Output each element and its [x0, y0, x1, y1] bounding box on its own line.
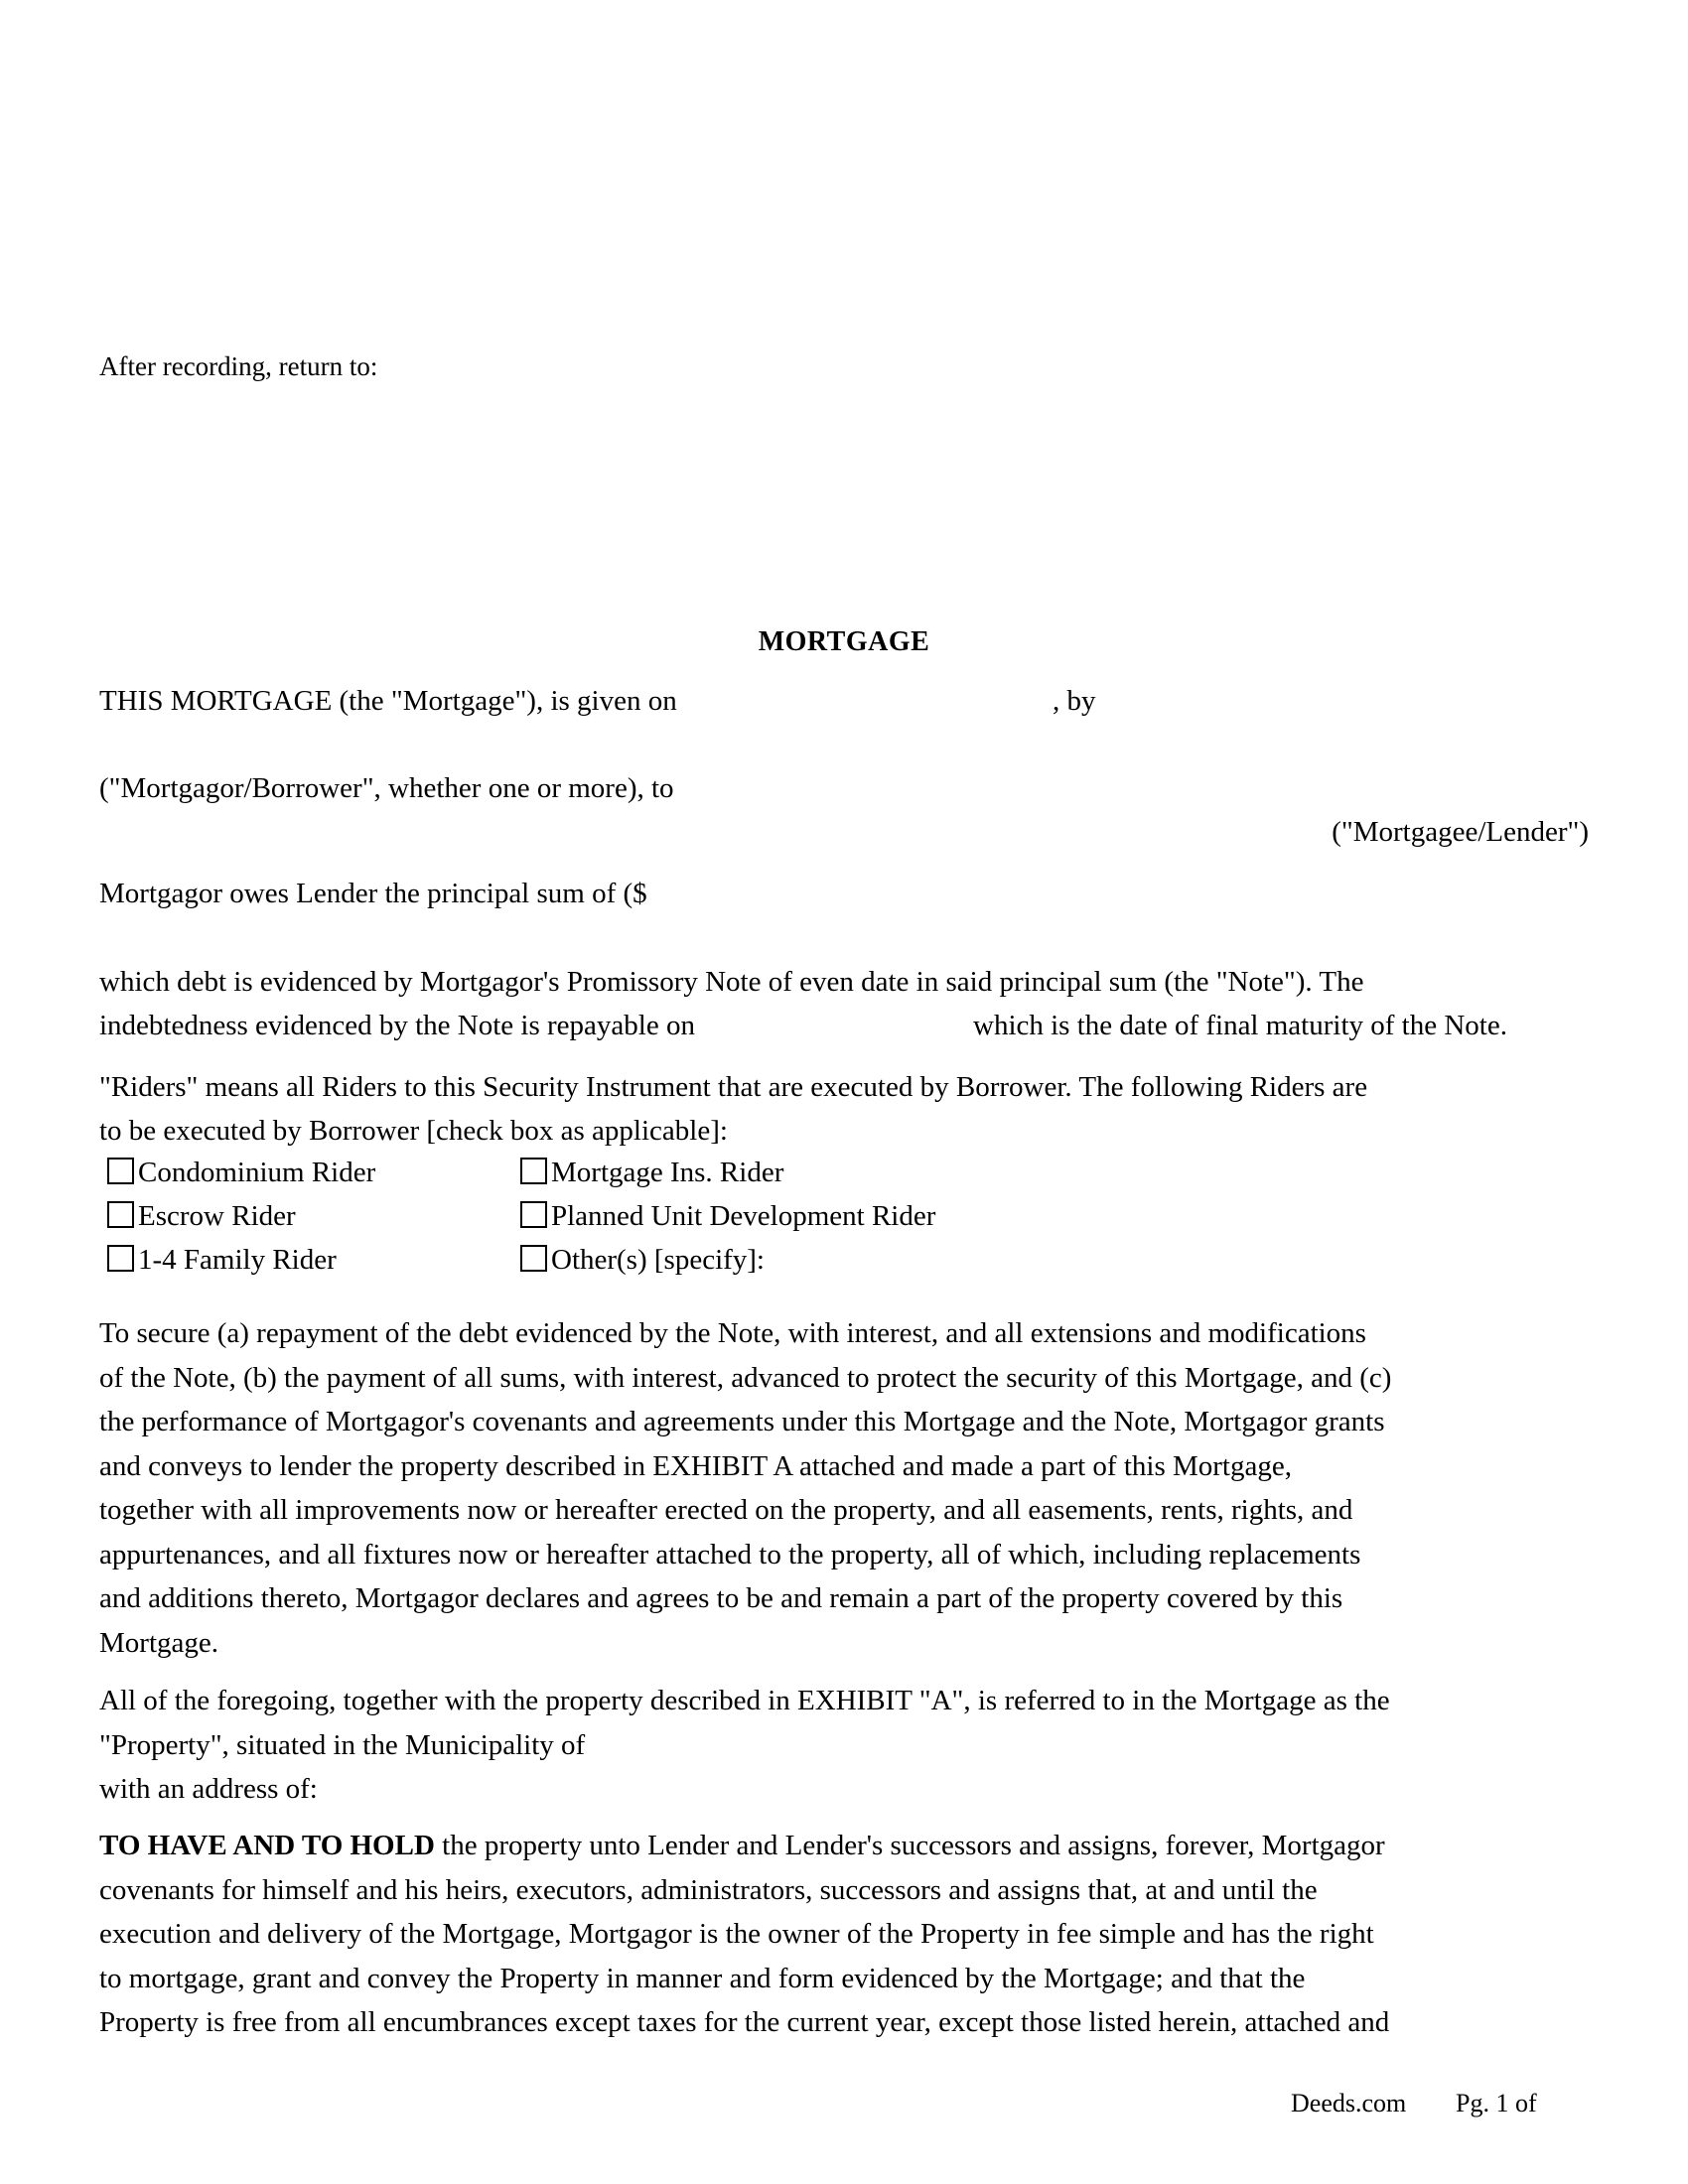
return-to-label: After recording, return to: [99, 351, 378, 381]
habendum-paragraph [99, 1824, 1589, 2045]
checkbox-other-rider[interactable] [520, 1245, 547, 1272]
riders-line-2: to be executed by Borrower [check box as applicable]: [99, 1115, 728, 1147]
rider-label: Mortgage Ins. Rider [551, 1157, 784, 1188]
rider-label: Planned Unit Development Rider [551, 1200, 936, 1232]
checkbox-escrow-rider[interactable] [107, 1201, 134, 1228]
note-paragraph-line-1: which debt is evidenced by Mortgagor's Promissory Note of even date in said principal sum (the "Note"). The [99, 966, 1364, 998]
rider-other[interactable] [520, 1245, 765, 1275]
document-title: MORTGAGE [758, 626, 930, 657]
paragraph-line: together with all improvements now or hereafter erected on the property, and all easements, rents, rights, and [99, 1494, 1353, 1526]
paragraph-line: to mortgage, grant and convey the Property in manner and form evidenced by the Mortgage; and that the [99, 1962, 1306, 1994]
paragraph-line: the performance of Mortgagor's covenants and agreements under this Mortgage and the Note, Mortgagor grants [99, 1406, 1385, 1437]
paragraph-line: execution and delivery of the Mortgage, Mortgagor is the owner of the Property in fee simple and has the right [99, 1918, 1374, 1950]
rider-planned-unit[interactable] [520, 1201, 935, 1231]
paragraph-line: with an address of: [99, 1773, 318, 1805]
rider-label: 1-4 Family Rider [138, 1244, 337, 1276]
paragraph-line: and conveys to lender the property described in EXHIBIT A attached and made a part of this Mortgage, [99, 1449, 1292, 1482]
paragraph-line: covenants for himself and his heirs, executors, administrators, successors and assigns that, at and until the [99, 1873, 1318, 1906]
paragraph-line: and additions thereto, Mortgagor declares and agrees to be and remain a part of the property covered by this [99, 1582, 1343, 1614]
paragraph-line: All of the foregoing, together with the property described in EXHIBIT "A", is referred to in the Mortgage as the [99, 1685, 1390, 1716]
rider-escrow[interactable] [107, 1201, 296, 1231]
note-paragraph-line-2b: which is the date of final maturity of the Note. [973, 1010, 1507, 1041]
riders-line-1: "Riders" means all Riders to this Security Instrument that are executed by Borrower. The following Riders are [99, 1071, 1368, 1103]
paragraph-line: of the Note, (b) the payment of all sums, with interest, advanced to protect the security of this Mortgage, and (c) [99, 1361, 1392, 1394]
borrower-text: ("Mortgagor/Borrower", whether one or more), to [99, 772, 674, 804]
checkbox-mortgage-ins-rider[interactable] [520, 1158, 547, 1184]
paragraph-line: Property is free from all encumbrances except taxes for the current year, except those listed herein, attached and [99, 2006, 1390, 2038]
foregoing-paragraph [99, 1679, 1589, 1812]
paragraph-line: "Property", situated in the Municipality of [99, 1728, 586, 1761]
secure-paragraph [99, 1311, 1589, 1665]
paragraph-line: To secure (a) repayment of the debt evidenced by the Note, with interest, and all extensions and modifications [99, 1317, 1366, 1349]
rider-condominium[interactable] [107, 1158, 375, 1187]
footer-site: Deeds.com [1291, 2089, 1407, 2117]
checkbox-condominium-rider[interactable] [107, 1158, 134, 1184]
given-on-text: THIS MORTGAGE (the "Mortgage"), is given on [99, 685, 677, 717]
habendum-line-rest: the property unto Lender and Lender's successors and assigns, forever, Mortgagor [434, 1830, 1385, 1861]
rider-label: Other(s) [specify]: [551, 1244, 765, 1276]
paragraph-line: Mortgage. [99, 1626, 218, 1659]
lender-text: ("Mortgagee/Lender") [1332, 816, 1589, 848]
footer-page-number: Pg. 1 of [1456, 2089, 1537, 2117]
checkbox-family-rider[interactable] [107, 1245, 134, 1272]
rider-label: Escrow Rider [138, 1200, 296, 1232]
rider-mortgage-ins[interactable] [520, 1158, 783, 1187]
note-paragraph-line-2a: indebtedness evidenced by the Note is repayable on [99, 1010, 695, 1041]
rider-family[interactable] [107, 1245, 337, 1275]
paragraph-line [99, 1824, 1589, 1868]
rider-label: Condominium Rider [138, 1157, 376, 1188]
principal-sum-text: Mortgagor owes Lender the principal sum of ($ [99, 878, 647, 909]
by-text: , by [1053, 685, 1096, 717]
checkbox-planned-unit-rider[interactable] [520, 1201, 547, 1228]
habendum-lead: TO HAVE AND TO HOLD [99, 1830, 435, 1861]
paragraph-line: appurtenances, and all fixtures now or hereafter attached to the property, all of which, including replacements [99, 1538, 1361, 1570]
